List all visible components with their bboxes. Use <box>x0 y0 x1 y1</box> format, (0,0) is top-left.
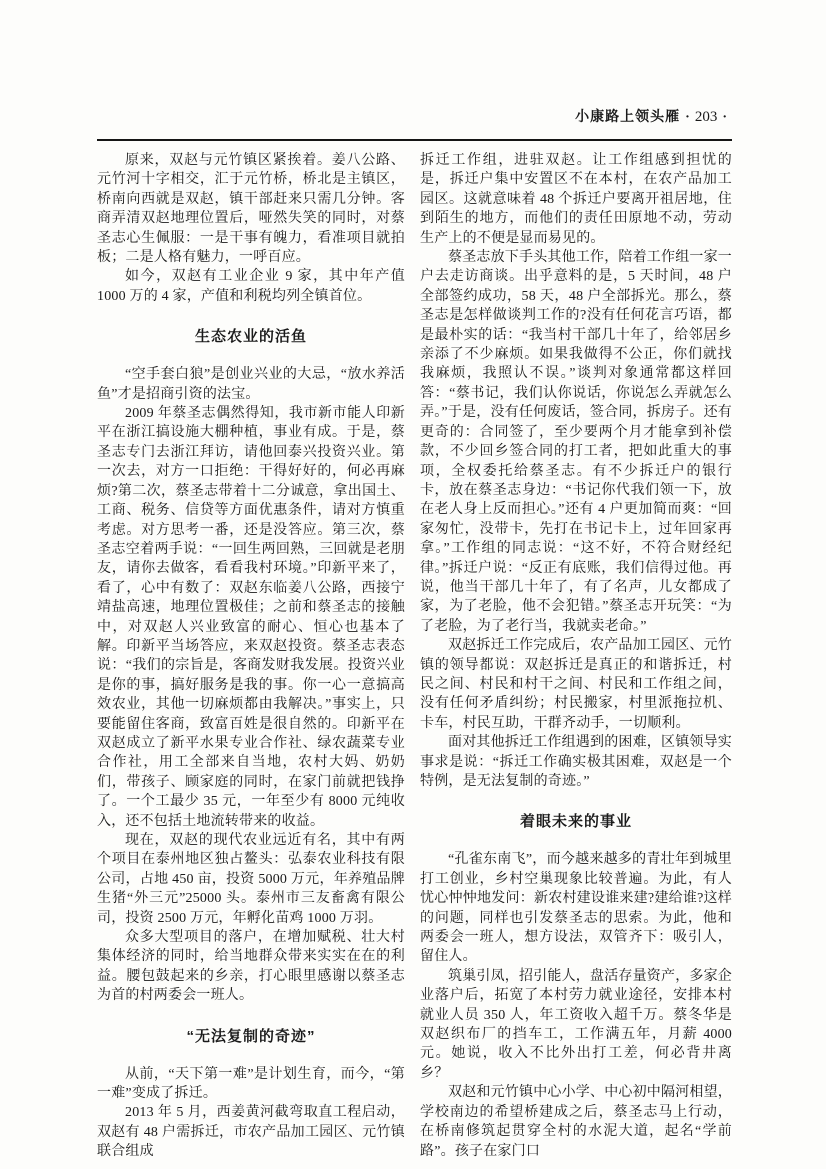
running-title: 小康路上领头雁 <box>575 108 681 124</box>
section-heading: 生态农业的活鱼 <box>194 328 307 346</box>
right-column <box>420 151 732 1162</box>
separator-dot: · <box>685 110 690 125</box>
paragraph: 筑巢引凤，招引能人，盘活存量资产，多家企业落户后，拓宽了本村劳力就业途径，安排本村就业人员 350 人，年工资收入超千万。蔡冬华是双赵织布厂的挡车工，工作满五年，月薪 4000 元。她说，收入不比外出打工差，何必背井离乡？ <box>420 968 732 1081</box>
paragraph: 如今，双赵有工业企业 9 家，其中年产值 1000 万的 4 家，产值和利税均列全镇首位。 <box>97 269 405 304</box>
separator-dot: · <box>722 110 727 125</box>
paragraph: “空手套白狼”是创业兴业的大忌，“放水养活鱼”才是招商引资的法宝。 <box>97 367 405 402</box>
paragraph: 蔡圣志放下手头其他工作，陪着工作组一家一户去走访商谈。出乎意料的是，5 天时间，48 户全部签约成功，58 天，48 户全部拆光。那么，蔡圣志是怎样做谈判工作的?没有任何花言巧语，都是最朴实的话：“我当村干部几十年了，给邻居乡亲添了不少麻烦。如果我做得不公正，你们就找我麻烦，我照认不误。”谈判对象通常都这样回答：“蔡书记，我们认你说话，你说怎么弄就怎么弄。”于是，没有任何废话，签合同，拆房子。还有更奇的：合同签了，至少要两个月才能拿到补偿款，不少回乡签合同的打工者，把如此重大的事项，全权委托给蔡圣志。有不少拆迁户的银行卡，放在蔡圣志身边：“书记你代我们领一下，放在老人身上反而担心。”还有 4 户更加简而爽：“回家匆忙，没带卡，先打在书记卡上，过年回家再拿。”工作组的同志说：“这不好，不符合财经纪律。”拆迁户说：“反正有底账，我们信得过他。再说，他当干部几十年了，有了名声，儿女都成了家，为了老脸，他不会犯错。”蔡圣志开玩笑：“为了老脸，为了老行当，我就卖老命。” <box>420 250 732 634</box>
paragraph: 拆迁工作组，进驻双赵。让工作组感到担忧的是，拆迁户集中安置区不在本村，在农产品加工园区。这就意味着 48 个拆迁户要离开祖居地，住到陌生的地方，而他们的责任田原地不动，劳动生产上的不便是显而易见的。 <box>420 153 732 246</box>
page-header <box>97 106 732 128</box>
paragraph: 双赵和元竹镇中心小学、中心初中隔河相望，学校南边的希望桥建成之后，蔡圣志马上行动，在桥南修筑起贯穿全村的水泥大道，起名“学前路”。孩子在家门口 <box>420 1085 732 1159</box>
paragraph: 众多大型项目的落户，在增加赋税、壮大村集体经济的同时，给当地群众带来实实在在的利益。腰包鼓起来的乡亲，打心眼里感谢以蔡圣志为首的村两委会一班人。 <box>97 930 405 1004</box>
paragraph: 面对其他拆迁工作组遇到的困难，区镇领导实事求是说：“拆迁工作确实极其困难，双赵是一个特例，是无法复制的奇迹。” <box>420 735 732 789</box>
section-heading: “无法复制的奇迹” <box>186 1027 316 1045</box>
paragraph: 原来，双赵与元竹镇区紧挨着。姜八公路、元竹河十字相交，汇于元竹桥，桥北是主镇区，桥南向西就是双赵，镇干部赶来只需几分钟。客商弄清双赵地理位置后，哑然失笑的同时，对蔡圣志心生佩服：一是干事有魄力，看准项目就拍板；二是人格有魅力，一呼百应。 <box>97 153 405 266</box>
section-heading: 着眼未来的事业 <box>519 813 632 831</box>
paragraph: 双赵拆迁工作完成后，农产品加工园区、元竹镇的领导都说：双赵拆迁是真正的和谐拆迁，村民之间、村民和村干之间、村民和工作组之间，没有任何矛盾纠纷；村民搬家，村里派拖拉机、卡车，村民互助，干群齐动手，一切顺利。 <box>420 638 732 731</box>
paragraph: 现在，双赵的现代农业远近有名，其中有两个项目在泰州地区独占鳌头：弘泰农业科技有限公司，占地 450 亩，投资 5000 万元，年养殖品牌生猪“外三元”25000 头。泰州市三友畜禽有限公司，投资 2500 万元，年孵化苗鸡 1000 万羽。 <box>97 833 405 926</box>
paragraph: “孔雀东南飞”，而今越来越多的青壮年到城里打工创业，乡村空巢现象比较普遍。为此，有人忧心忡忡地发问：新农村建设谁来建?建给谁?这样的问题，同样也引发蔡圣志的思索。为此，他和两委会一班人，想方设法，双管齐下：吸引人，留住人。 <box>420 852 732 965</box>
paragraph: 2013 年 5 月，西姜黄河截弯取直工程启动，双赵有 48 户需拆迁，市农产品加工园区、元竹镇联合组成 <box>97 1105 405 1160</box>
page-number: 203 <box>694 109 718 125</box>
header-rule <box>97 139 732 141</box>
left-column <box>97 151 405 1162</box>
text-columns <box>97 151 732 1162</box>
paragraph: 从前，“天下第一难”是计划生育，而今，“第一难”变成了拆迁。 <box>97 1066 405 1102</box>
paragraph: 2009 年蔡圣志偶然得知，我市新市能人印新平在浙江搞设施大棚种植，事业有成。于是，蔡圣志专门去浙江拜访，请他回泰兴投资兴业。第一次去，对方一口拒绝：干得好好的，何必再麻烦?第二次，蔡圣志带着十二分诚意，拿出国土、工商、税务、信贷等方面优惠条件，请对方慎重考虑。对方思考一番，还是没答应。第三次，蔡圣志空着两手说：“一回生两回熟，三回就是老朋友，请你去做客，看看我村环境。”印新平来了，看了，心中有数了：双赵东临姜八公路，西接宁靖盐高速，地理位置极佳；之前和蔡圣志的接触中，对双赵人兴业致富的耐心、恒心也基本了解。印新平当场答应，来双赵投资。蔡圣志表态说：“我们的宗旨是，客商发财我发展。投资兴业是你的事，搞好服务是我的事。你一心一意搞高效农业，其他一切麻烦都由我解决。”事实上，只要能留住客商，致富百姓是很自然的。印新平在双赵成立了新平水果专业合作社、绿农蔬菜专业合作社，用工全部来自当地，农村大妈、奶奶们，带孩子、顾家庭的同时，在家门前就把钱挣了。一个工最少 35 元，一年至少有 8000 元纯收入，还不包括土地流转带来的收益。 <box>97 406 405 829</box>
